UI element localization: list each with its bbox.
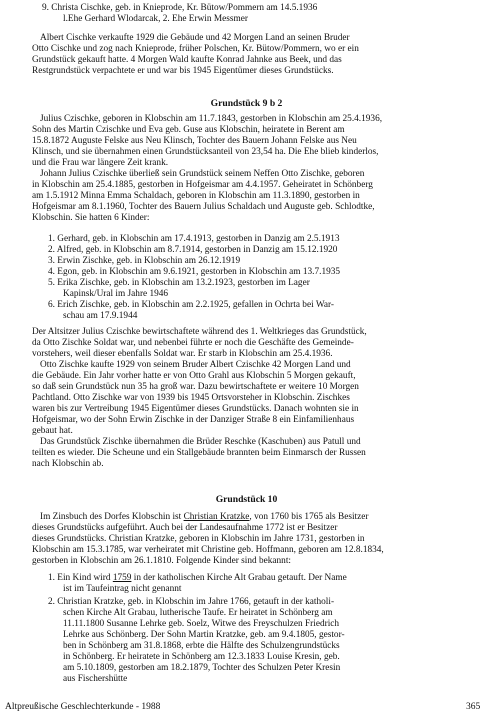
list-item: 5. Erika Zischke, geb. in Klobschin am 13.2.1923, gestorben im Lager bbox=[48, 278, 310, 288]
list-item: ben in Schönberg am 31.8.1868, erbte die Hälfte des Schulzengrundstücks bbox=[63, 641, 340, 651]
paragraph-line: Otto Cischke und zog nach Knieprode, früher Polschen, Kr. Bütow/Pommern, wo er ein bbox=[32, 44, 359, 54]
list-item: 4. Egon, geb. in Klobschin am 9.6.1921, gestorben in Klobschin am 13.7.1935 bbox=[48, 267, 341, 277]
list-item: l.Ehe Gerhard Wlodarcak, 2. Ehe Erwin Messmer bbox=[63, 14, 248, 24]
text-run: Im Zinsbuch des Dorfes Klobschin ist bbox=[40, 512, 184, 522]
underlined-year: 1759 bbox=[112, 573, 132, 583]
paragraph-line: so daß sein Grundstück nun 35 ha groß war. Dazu bewirtschaftete er weitere 10 Morgen bbox=[32, 382, 359, 392]
paragraph-line: Restgrundstück verpachtete er und war bis 1945 Eigentümer dieses Grundstücks. bbox=[32, 66, 334, 76]
paragraph-line: Albert Cischke verkaufte 1929 die Gebäude und 42 Morgen Land an seinen Bruder bbox=[40, 33, 350, 43]
list-item: aus Fischershütte bbox=[63, 674, 128, 684]
paragraph-line: in Klobschin am 25.4.1885, gestorben in Hofgeismar am 4.4.1957. Geheiratet in Schönberg bbox=[32, 180, 373, 190]
paragraph-line: dieses Grundstücks. Christian Kratzke, geboren in Klobschin im Jahre 1731, gestorben in bbox=[32, 534, 365, 544]
paragraph-line: Der Altsitzer Julius Czischke bewirtschaftete während des 1. Weltkrieges das Grundstück, bbox=[32, 327, 367, 337]
paragraph-line: Klinsch, und sie übernahmen einen Grundstücksanteil von 23,54 ha. Die Ehe blieb kinderlos, bbox=[32, 147, 379, 157]
paragraph-line: Pachtland. Otto Zischke war von 1939 bis 1945 Ortsvorsteher in Klobschin. Zischkes bbox=[32, 393, 350, 403]
paragraph-line: Otto Zischke kaufte 1929 von seinem Bruder Albert Czischke 42 Morgen Land und bbox=[40, 360, 351, 370]
paragraph-line: Julius Czischke, geboren in Klobschin am 11.7.1843, gestorben in Klobschin am 25.4.1936, bbox=[40, 114, 383, 124]
list-item: 11.11.1800 Susanne Lehrke geb. Soelz, Witwe des Freyschulzen Friedrich bbox=[63, 619, 340, 629]
list-item: 3. Erwin Zischke, geb. in Klobschin am 26.12.1919 bbox=[48, 256, 241, 266]
paragraph-line: Sohn des Martin Czischke und Eva geb. Guse aus Klobschin, heiratete in Berent am bbox=[32, 125, 345, 135]
paragraph-line: teilten es wieder. Die Scheune und ein Stallgebäude brannten beim Einmarsch der Russen bbox=[32, 448, 366, 458]
list-item: 6. Erich Zischke, geb. in Klobschin am 2.2.1925, gefallen in Ochrta bei War- bbox=[48, 300, 334, 310]
list-item: Lehrke aus Schönberg. Der Sohn Martin Kratzke, geb. am 9.4.1805, gestor- bbox=[63, 630, 345, 640]
text-run: , von 1760 bis 1765 als Besitzer bbox=[249, 512, 369, 522]
paragraph-line: waren bis zur Vertreibung 1945 Eigentümer dieses Grundstücks. Danach wohnten sie in bbox=[32, 404, 359, 414]
paragraph-line: da Otto Zischke Soldat war, und nebenbei führte er noch die Geschäfte des Gemeinde- bbox=[32, 338, 354, 348]
paragraph-line: Klobschin am 15.3.1785, war verheiratet mit Christine geb. Hoffmann, geboren am 12.8.1834, bbox=[32, 545, 384, 555]
paragraph-line: dieses Grundstücks aufgeführt. Auch bei der Landesaufnahme 1772 ist er Besitzer bbox=[32, 523, 338, 533]
paragraph-line: die Gebäude. Ein Jahr vorher hatte er von Otto Grahl aus Klobschin 5 Morgen gekauft, bbox=[32, 371, 356, 381]
paragraph-line: Hofgeismar, wo der Sohn Erwin Zischke in der Danziger Straße 8 ein Einfamilienhaus bbox=[32, 415, 355, 425]
section-heading: Grundstück 10 bbox=[215, 494, 278, 505]
paragraph-line: und die Frau war längere Zeit krank. bbox=[32, 158, 169, 168]
list-item: in Schönberg. Er heiratete in Schönberg am 12.3.1833 Louise Kresin, geb. bbox=[63, 652, 340, 662]
list-item: ist im Taufeintrag nicht genannt bbox=[63, 584, 182, 594]
section-heading: Grundstück 9 b 2 bbox=[210, 98, 283, 109]
paragraph-line: gebaut hat. bbox=[32, 426, 73, 436]
list-item: schau am 17.9.1944 bbox=[63, 311, 138, 321]
paragraph-line bbox=[40, 512, 368, 523]
text-run: 1. Ein Kind wird bbox=[48, 573, 113, 583]
paragraph-line: Hofgeismar am 8.1.1960, Tochter des Bauern Julius Schaldach und Auguste geb. Schlodtke, bbox=[32, 202, 375, 212]
text-run: in der katholischen Kirche Alt Grabau getauft. Der Name bbox=[131, 573, 347, 583]
paragraph-line: gestorben in Klobschin am 26.1.1810. Folgende Kinder sind bekannt: bbox=[32, 556, 291, 566]
list-item: Kapinsk/Ural im Jahre 1946 bbox=[63, 289, 169, 299]
list-item: 9. Christa Cischke, geb. in Knieprode, Kr. Bütow/Pommern am 14.5.1936 bbox=[42, 3, 318, 13]
paragraph-line: nach Klobschin ab. bbox=[32, 459, 104, 469]
list-item: 2. Alfred, geb. in Klobschin am 8.7.1914, gestorben in Danzig am 15.12.1920 bbox=[48, 245, 338, 255]
list-item: 2. Christian Kratzke, geb. in Klobschin im Jahre 1766, getauft in der katholi- bbox=[48, 597, 335, 607]
list-item: schen Kirche Alt Grabau, lutherische Taufe. Er heiratet in Schönberg am bbox=[63, 608, 333, 618]
list-item bbox=[48, 573, 347, 584]
paragraph-line: 15.8.1872 Auguste Felske aus Neu Klinsch, Tochter des Bauern Johann Felske aus Neu bbox=[32, 136, 357, 146]
paragraph-line: am 1.5.1912 Minna Emma Schaldach, geboren in Klobschin am 11.3.1890, gestorben in bbox=[32, 191, 360, 201]
list-item: am 5.10.1809, gestorben am 18.2.1879, Tochter des Schulzen Peter Kresin bbox=[63, 663, 341, 673]
page-number: 365 bbox=[466, 702, 481, 712]
underlined-name: Christian Kratzke bbox=[183, 512, 250, 522]
paragraph-line: Klobschin. Sie hatten 6 Kinder: bbox=[32, 213, 150, 223]
paragraph-line: vorstehers, weil dieser ebenfalls Soldat war. Er starb in Klobschin am 25.4.1936. bbox=[32, 349, 333, 359]
paragraph-line: Grundstück gekauft hatte. 4 Morgen Wald kaufte Konrad Jahnke aus Beek, und das bbox=[32, 55, 342, 65]
list-item: 1. Gerhard, geb. in Klobschin am 17.4.1913, gestorben in Danzig am 2.5.1913 bbox=[48, 234, 340, 244]
paragraph-line: Das Grundstück Zischke übernahmen die Brüder Reschke (Kaschuben) aus Patull und bbox=[40, 437, 361, 447]
page-footer-title: Altpreußische Geschlechterkunde - 1988 bbox=[5, 702, 161, 712]
paragraph-line: Johann Julius Czischke überließ sein Grundstück seinem Neffen Otto Zischke, geboren bbox=[40, 169, 365, 179]
